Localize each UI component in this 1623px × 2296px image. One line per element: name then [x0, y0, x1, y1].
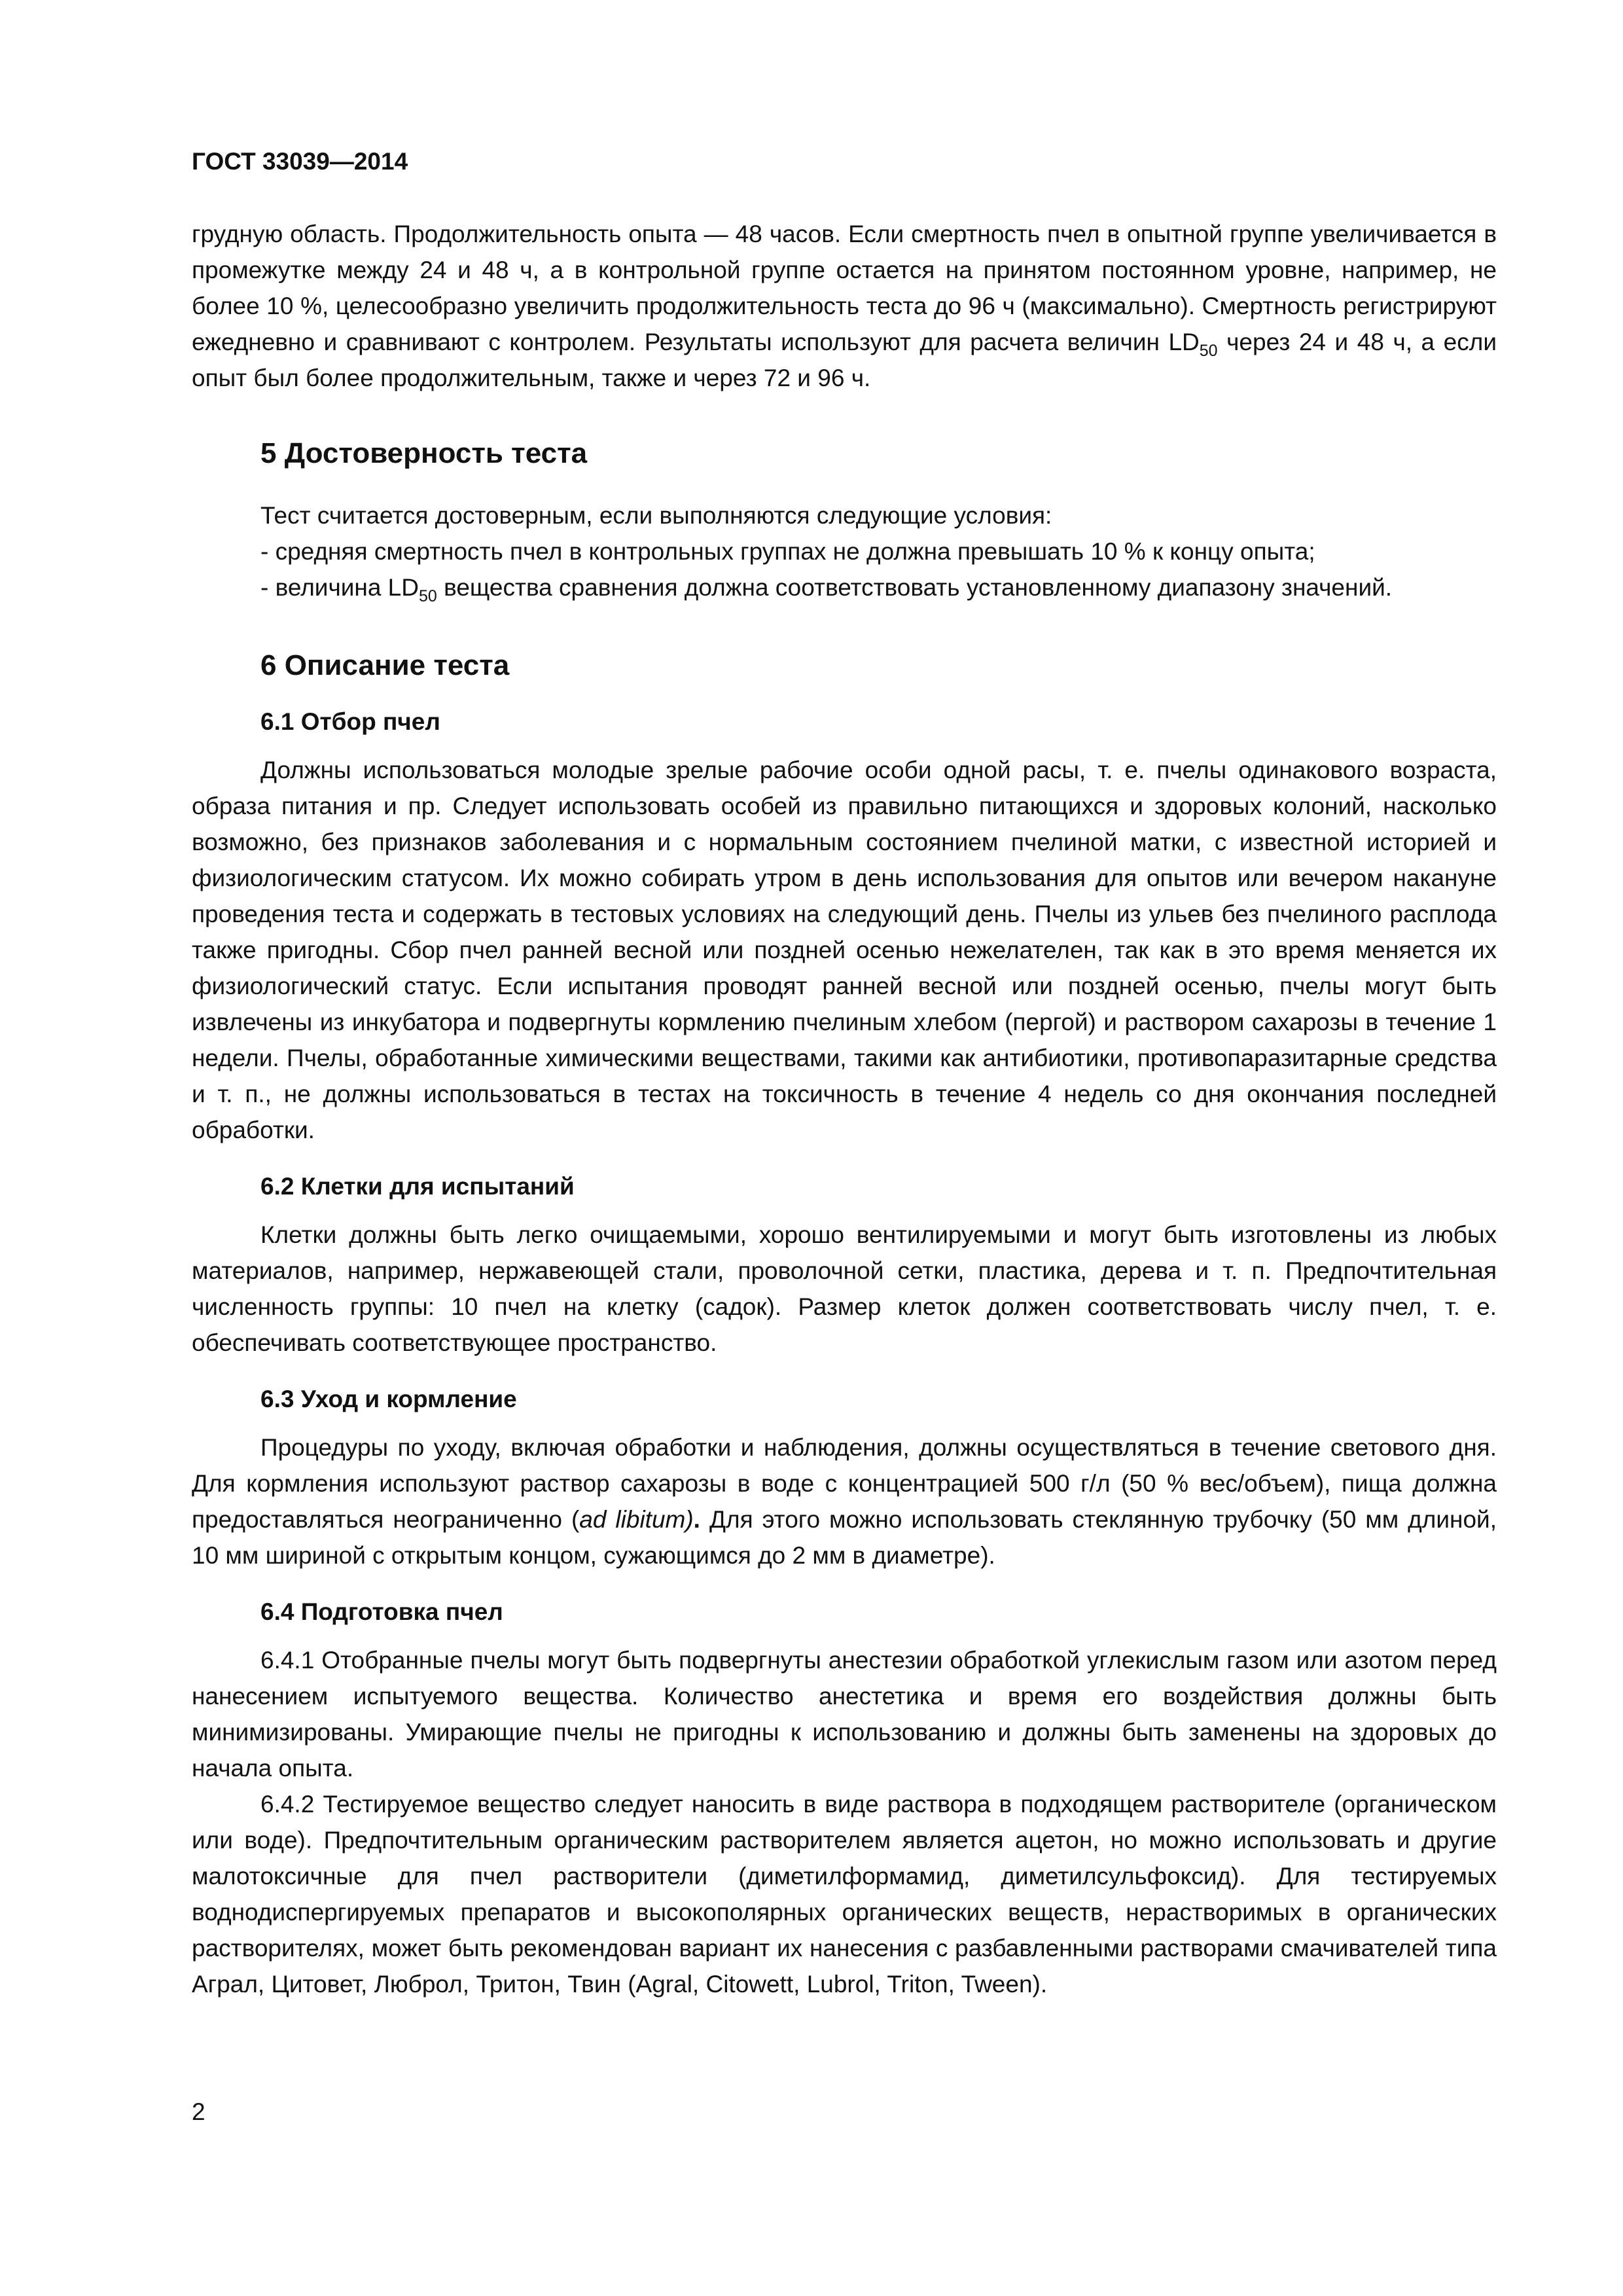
subsection-6-1-heading: 6.1 Отбор пчел — [260, 708, 440, 735]
clause-6-4-1-paragraph: 6.4.1 Отобранные пчелы могут быть подвергнуты анестезии обработкой углекислым газом или азотом перед нанесением испытуемого вещества. Количество анестетика и время его воздействия должны быть минимизированы. Умирающие пчелы не пригодны к использованию и должны быть заменены на здоровых до начала опыта. — [192, 1647, 1497, 1782]
subsection-6-3-paragraph — [192, 1429, 1497, 1573]
section-5-item-2-a: - величина LD — [260, 574, 419, 601]
subsection-6-4-heading: 6.4 Подготовка пчел — [260, 1598, 503, 1625]
subsection-6-2-paragraph: Клетки должны быть легко очищаемыми, хорошо вентилируемыми и могут быть изготовлены из любых материалов, например, нержавеющей стали, проволочной сетки, пластика, дерева и т. п. Предпочтительная численность группы: 10 пчел на клетку (садок). Размер клеток должен соответствовать числу пчел, т. е. обеспечивать соответствующее пространство. — [192, 1221, 1497, 1356]
section-5-lead: Тест считается достоверным, если выполняются следующие условия: — [260, 502, 1052, 529]
subsection-6-2-heading: 6.2 Клетки для испытаний — [260, 1173, 575, 1200]
intro-paragraph — [192, 216, 1497, 396]
clause-6-4-2-paragraph: 6.4.2 Тестируемое вещество следует наносить в виде раствора в подходящем растворителе (органическом или воде). Предпочтительным органическим растворителем является ацетон, но можно использовать и другие малотоксичные для пчел растворители (диметилформамид, диметилсульфоксид). Для тестируемых воднодиспергируемых препаратов и высокополярных органических веществ, нерастворимых в органических растворителях, может быть рекомендован вариант их нанесения с разбавленными растворами смачивателей типа Аграл, Цитовет, Люброл, Тритон, Твин (Agral, Citowett, Lubrol, Triton, Tween). — [192, 1791, 1497, 1998]
intro-text-b: через 24 и 48 ч, а если опыт был более продолжительным, также и через 72 и 96 ч. — [192, 329, 1497, 391]
standard-header: ГОСТ 33039—2014 — [192, 148, 408, 175]
section-5-item-2-subscript: 50 — [418, 587, 437, 605]
document-body — [192, 216, 1497, 2002]
subsection-6-1-paragraph: Должны использоваться молодые зрелые рабочие особи одной расы, т. е. пчелы одинакового возраста, образа питания и пр. Следует использовать особей из правильно питающихся и здоровых колоний, насколько возможно, без признаков заболевания и с нормальным состоянием пчелиной матки, с известной историей и физиологическим статусом. Их можно собирать утром в день использования для опытов или вечером накануне проведения теста и содержать в тестовых условиях на следующий день. Пчелы из ульев без пчелиного расплода также пригодны. Сбор пчел ранней весной или поздней осенью нежелателен, так как в это время меняется их физиологический статус. Если испытания проводят ранней весной или поздней осенью, пчелы могут быть извлечены из инкубатора и подвергнуты кормлению пчелиным хлебом (пергой) и раствором сахарозы в течение 1 недели. Пчелы, обработанные химическими веществами, такими как антибиотики, противопаразитарные средства и т. п., не должны использоваться в тестах на токсичность в течение 4 недель со дня окончания последней обработки. — [192, 757, 1497, 1143]
section-5-item-2 — [192, 569, 1497, 605]
section-5-item-2-b: вещества сравнения должна соответствовать установленному диапазону значений. — [437, 574, 1393, 601]
section-5-heading: 5 Достоверность теста — [260, 437, 588, 469]
section-6-heading: 6 Описание теста — [260, 649, 510, 681]
subsection-6-3-bold-dot: . — [693, 1506, 700, 1533]
section-5-item-1: - средняя смертность пчел в контрольных группах не должна превышать 10 % к концу опыта; — [260, 538, 1315, 565]
page-number: 2 — [192, 2098, 205, 2125]
subsection-6-3-text-b: Для этого можно использовать стеклянную трубочку (50 мм длиной, 10 мм шириной с открытым концом, сужающимся до 2 мм в диаметре). — [192, 1506, 1497, 1569]
subsection-6-3-text-a: Процедуры по уходу, включая обработки и наблюдения, должны осуществляться в течение светового дня. Для кормления используют раствор сахарозы в воде с концентрацией 500 г/л (50 % вес/объем), пища должна предоставляться неограниченно ( — [192, 1434, 1497, 1533]
intro-subscript: 50 — [1199, 342, 1218, 360]
subsection-6-3-heading: 6.3 Уход и кормление — [260, 1386, 517, 1412]
subsection-6-3-latin-term: ad libitum) — [579, 1506, 694, 1533]
intro-text-a: грудную область. Продолжительность опыта — 48 часов. Если смертность пчел в опытной группе увеличивается в промежутке между 24 и 48 ч, а в контрольной группе остается на принятом постоянном уровне, например, не более 10 %, целесообразно увеличить продолжительность теста до 96 ч (максимально). Смертность регистрируют ежедневно и сравнивают с контролем. Результаты используют для расчета величин LD — [192, 221, 1497, 355]
